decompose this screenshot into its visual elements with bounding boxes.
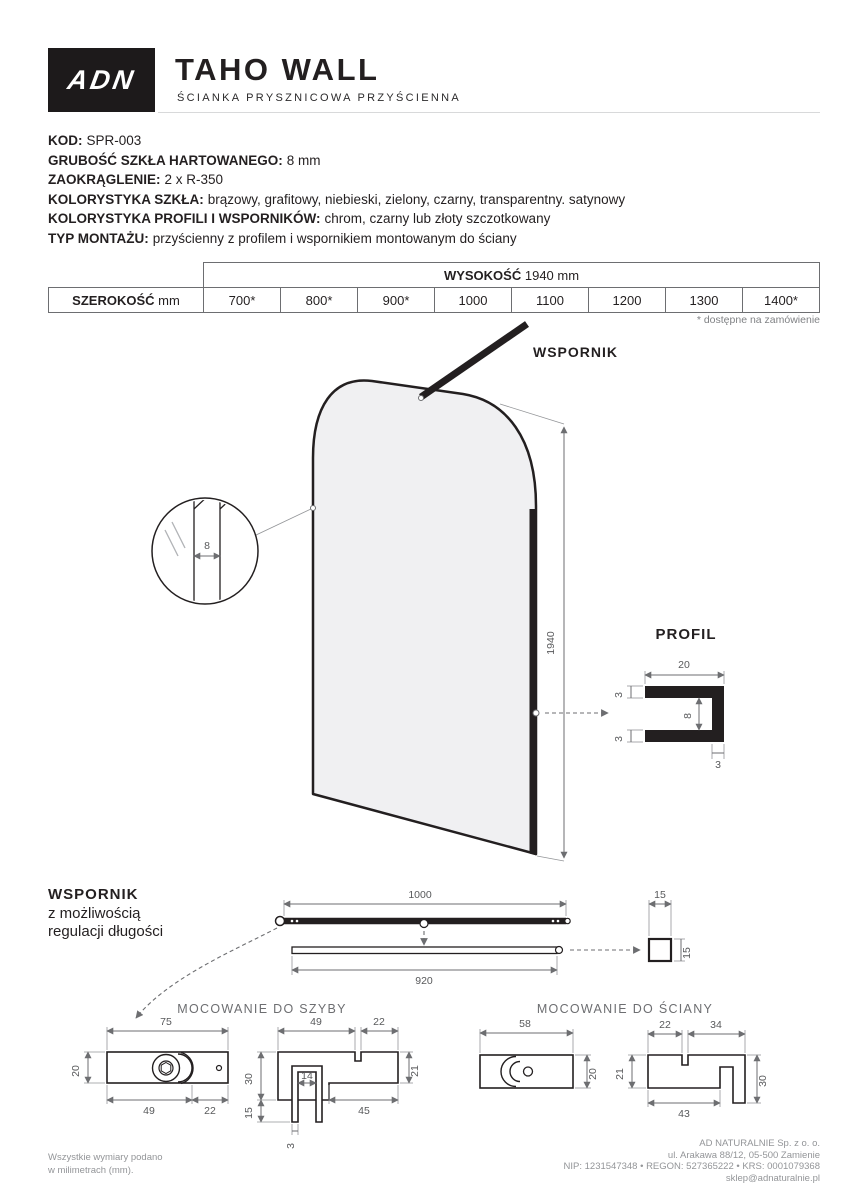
svg-text:3: 3 <box>715 759 721 771</box>
spec-value: chrom, czarny lub złoty szczotkowany <box>324 211 551 227</box>
width-cell: 900* <box>358 288 435 313</box>
dim-gm-20 <box>70 1052 105 1083</box>
svg-text:21: 21 <box>409 1065 421 1077</box>
dim-profil-slot-8 <box>682 698 699 730</box>
dim-wms-21 <box>614 1055 646 1088</box>
rod-pin <box>296 920 299 923</box>
rod-ring <box>276 917 285 926</box>
spec-value: brązowy, grafitowy, niebieski, zielony, czarny, transparentny. satynowy <box>207 191 626 207</box>
glass-mount-drawing <box>70 1002 421 1149</box>
bracket-subtitle-2: regulacji długości <box>48 923 164 940</box>
height-label: WYSOKOŚĆ <box>443 267 522 283</box>
footer-units-line2: w milimetrach (mm). <box>48 1165 134 1176</box>
svg-text:3: 3 <box>285 1143 297 1149</box>
spec-label: ZAOKRĄGLENIE: <box>48 172 161 188</box>
spec-value: 2 x R-350 <box>164 172 224 188</box>
svg-text:1000: 1000 <box>408 889 432 901</box>
width-cell: 700* <box>204 288 281 313</box>
profil-detail <box>613 626 724 771</box>
rod-cross-section <box>649 939 671 961</box>
width-cell: 1200 <box>589 288 666 313</box>
rod-pin <box>552 920 555 923</box>
svg-text:75: 75 <box>160 1016 172 1028</box>
glass-mount-top-view <box>107 1052 228 1083</box>
width-cell: 1400* <box>743 288 820 313</box>
spec-label: GRUBOŚĆ SZKŁA HARTOWANEGO: <box>48 152 283 168</box>
dim-profil-flange-bottom <box>613 730 643 742</box>
svg-text:30: 30 <box>243 1073 255 1085</box>
svg-text:15: 15 <box>681 947 693 959</box>
svg-text:8: 8 <box>682 713 694 719</box>
wspornik-callout: WSPORNIK <box>533 344 618 360</box>
bracket-subtitle-1: z możliwością <box>48 904 141 922</box>
svg-text:22: 22 <box>373 1016 385 1028</box>
footer-units-line1: Wszystkie wymiary podano <box>48 1152 163 1163</box>
profil-title: PROFIL <box>655 626 717 643</box>
svg-text:43: 43 <box>678 1108 690 1120</box>
footer-email: sklep@adnaturalnie.pl <box>725 1172 820 1184</box>
table-footnote: * dostępne na zamówienie <box>696 314 820 326</box>
width-unit: mm <box>158 292 180 308</box>
page-title: TAHO WALL <box>175 52 380 87</box>
svg-text:21: 21 <box>614 1068 626 1080</box>
dim-profil-flange-top <box>613 686 643 698</box>
bracket-rod-drawing <box>136 889 693 1018</box>
svg-text:15: 15 <box>243 1107 255 1119</box>
svg-text:920: 920 <box>415 975 433 987</box>
dim-gms-49-22 <box>278 1016 398 1050</box>
dim-920 <box>292 956 557 987</box>
glass-panel-drawing <box>152 324 618 861</box>
rod-retracted <box>292 947 557 954</box>
height-value: 1940 mm <box>524 267 580 283</box>
rod-end-cap <box>565 918 570 923</box>
width-cell: 1000 <box>435 288 512 313</box>
dim-rod-15h <box>674 939 693 961</box>
dim-gm-75 <box>107 1016 228 1050</box>
width-cell: 1300 <box>666 288 743 313</box>
rod-pin <box>557 920 560 923</box>
width-cell: 1100 <box>512 288 589 313</box>
rod-retracted-end <box>556 947 563 954</box>
dim-profil-20 <box>645 659 724 684</box>
dim-text-glass-8: 8 <box>204 540 210 552</box>
dim-gms-21 <box>400 1052 421 1083</box>
svg-text:20: 20 <box>587 1068 599 1080</box>
dim-wms-22-34 <box>648 1019 745 1053</box>
dim-wm-58 <box>480 1018 573 1053</box>
adn-logo-text: ADN <box>65 64 138 95</box>
dim-gms-45 <box>329 1085 398 1117</box>
svg-text:34: 34 <box>710 1019 722 1031</box>
svg-text:20: 20 <box>70 1065 82 1077</box>
spec-value: 8 mm <box>286 152 321 168</box>
spec-label: KOLORYSTYKA SZKŁA: <box>48 191 204 207</box>
footer-registry-ids: NIP: 1231547348 • REGON: 527365222 • KRS: 0001079368 <box>563 1161 820 1172</box>
rod-pin <box>291 920 294 923</box>
wall-mount-side-view <box>648 1055 745 1103</box>
footer-address: ul. Arakawa 88/12, 05-500 Zamienie <box>667 1149 820 1161</box>
glass-panel <box>313 380 536 854</box>
spec-label: TYP MONTAŻU: <box>48 230 149 246</box>
wall-profile-bar <box>530 509 537 856</box>
dim-wm-20 <box>575 1055 599 1088</box>
footer-company: AD NATURALNIE Sp. z o. o. <box>699 1138 820 1149</box>
bracket-attach-dot <box>419 396 424 401</box>
rod-center-joint <box>420 920 428 928</box>
dim-wms-43 <box>648 1090 720 1120</box>
page-subtitle: ŚCIANKA PRYSZNICOWA PRZYŚCIENNA <box>177 92 462 104</box>
wall-mount-top-view <box>480 1055 573 1088</box>
dim-rod-15w <box>649 889 671 936</box>
svg-text:22: 22 <box>659 1019 671 1031</box>
dim-gm-49-22 <box>107 1085 228 1117</box>
svg-text:30: 30 <box>757 1075 769 1087</box>
svg-text:22: 22 <box>204 1105 216 1117</box>
spec-label: KOD: <box>48 133 83 148</box>
svg-text:58: 58 <box>519 1018 531 1030</box>
bracket-title: WSPORNIK <box>48 886 139 903</box>
svg-text:49: 49 <box>143 1105 155 1117</box>
dim-gms-3 <box>285 1124 298 1149</box>
wall-mount-title: MOCOWANIE DO ŚCIANY <box>536 1002 714 1016</box>
svg-text:45: 45 <box>358 1105 370 1117</box>
width-label: SZEROKOŚĆ <box>72 292 155 308</box>
svg-text:14: 14 <box>301 1070 313 1082</box>
dim-1000 <box>284 889 566 916</box>
dim-text-1940: 1940 <box>545 631 557 655</box>
svg-text:3: 3 <box>613 736 625 742</box>
dim-wms-30 <box>747 1055 769 1103</box>
spec-label: KOLORYSTYKA PROFILI I WSPORNIKÓW: <box>48 211 321 227</box>
width-cell: 800* <box>281 288 358 313</box>
glass-thickness-detail <box>152 494 316 604</box>
svg-text:15: 15 <box>654 889 666 901</box>
glass-mount-title: MOCOWANIE DO SZYBY <box>177 1002 347 1016</box>
bracket-rod <box>421 324 527 397</box>
wall-mount-drawing <box>480 1001 769 1120</box>
spec-value: SPR-003 <box>86 133 142 148</box>
profile-pointer <box>533 710 608 716</box>
svg-text:3: 3 <box>613 692 625 698</box>
svg-text:49: 49 <box>310 1016 322 1028</box>
spec-value: przyścienny z profilem i wspornikiem montowanym do ściany <box>152 230 517 246</box>
svg-text:20: 20 <box>678 659 690 671</box>
dim-profil-web <box>712 744 724 771</box>
